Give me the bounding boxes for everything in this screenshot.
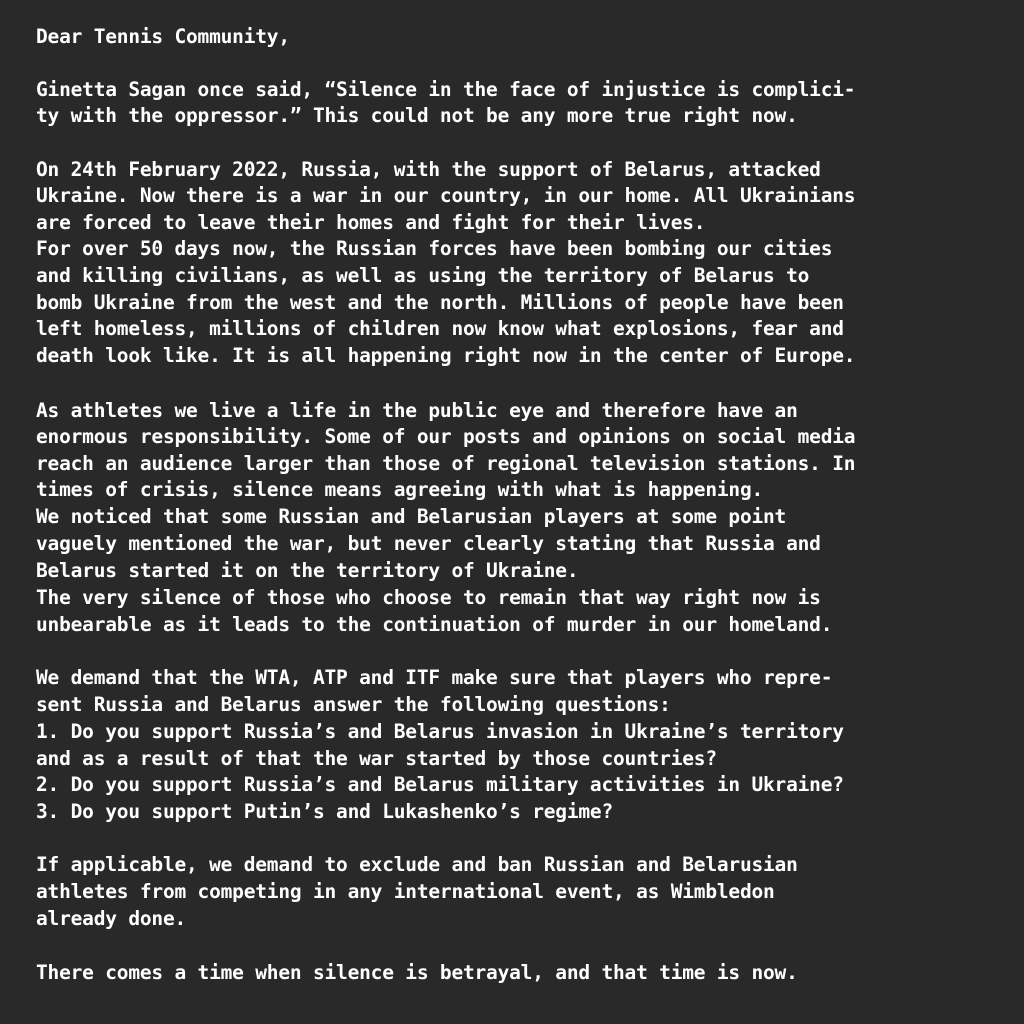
letter-line: If applicable, we demand to exclude and ban Russian and Belarusian <box>36 853 798 876</box>
letter-line: 3. Do you support Putin’s and Lukashenko’s regime? <box>36 800 613 823</box>
letter-greeting: Dear Tennis Community, <box>36 25 290 48</box>
letter-line: enormous responsibility. Some of our posts and opinions on social media <box>36 425 856 448</box>
letter-line: death look like. It is all happening right now in the center of Europe. <box>36 344 856 367</box>
letter-line: bomb Ukraine from the west and the north. Millions of people have been <box>36 291 844 314</box>
letter-line: We noticed that some Russian and Belarusian players at some point <box>36 505 787 528</box>
letter-line: reach an audience larger than those of regional television stations. In <box>36 452 856 475</box>
letter-line: Belarus started it on the territory of Ukraine. <box>36 559 579 582</box>
letter-line: athletes from competing in any international event, as Wimbledon <box>36 880 775 903</box>
letter-closing-line: There comes a time when silence is betrayal, and that time is now. <box>36 961 798 984</box>
letter-line: already done. <box>36 907 187 930</box>
letter-line: On 24th February 2022, Russia, with the support of Belarus, attacked <box>36 158 821 181</box>
letter-line: unbearable as it leads to the continuation of murder in our homeland. <box>36 613 833 636</box>
letter-line: We demand that the WTA, ATP and ITF make sure that players who repre- <box>36 666 833 689</box>
letter-line: 1. Do you support Russia’s and Belarus invasion in Ukraine’s territory <box>36 720 844 743</box>
letter-line: sent Russia and Belarus answer the following questions: <box>36 693 671 716</box>
letter-line: times of crisis, silence means agreeing with what is happening. <box>36 478 764 501</box>
letter-line: vaguely mentioned the war, but never clearly stating that Russia and <box>36 532 821 555</box>
letter-line: The very silence of those who choose to remain that way right now is <box>36 586 821 609</box>
letter-line: left homeless, millions of children now know what explosions, fear and <box>36 317 844 340</box>
letter-line: ty with the oppressor.” This could not be any more true right now. <box>36 104 798 127</box>
letter-line: and as a result of that the war started by those countries? <box>36 747 717 770</box>
letter-line: Ukraine. Now there is a war in our country, in our home. All Ukrainians <box>36 184 856 207</box>
letter-line: For over 50 days now, the Russian forces have been bombing our cities <box>36 237 833 260</box>
letter-line: 2. Do you support Russia’s and Belarus military activities in Ukraine? <box>36 773 844 796</box>
letter-line: are forced to leave their homes and fight for their lives. <box>36 211 706 234</box>
letter-line: Ginetta Sagan once said, “Silence in the face of injustice is complici- <box>36 78 856 101</box>
letter-line: As athletes we live a life in the public eye and therefore have an <box>36 399 798 422</box>
letter-line: and killing civilians, as well as using the territory of Belarus to <box>36 264 810 287</box>
